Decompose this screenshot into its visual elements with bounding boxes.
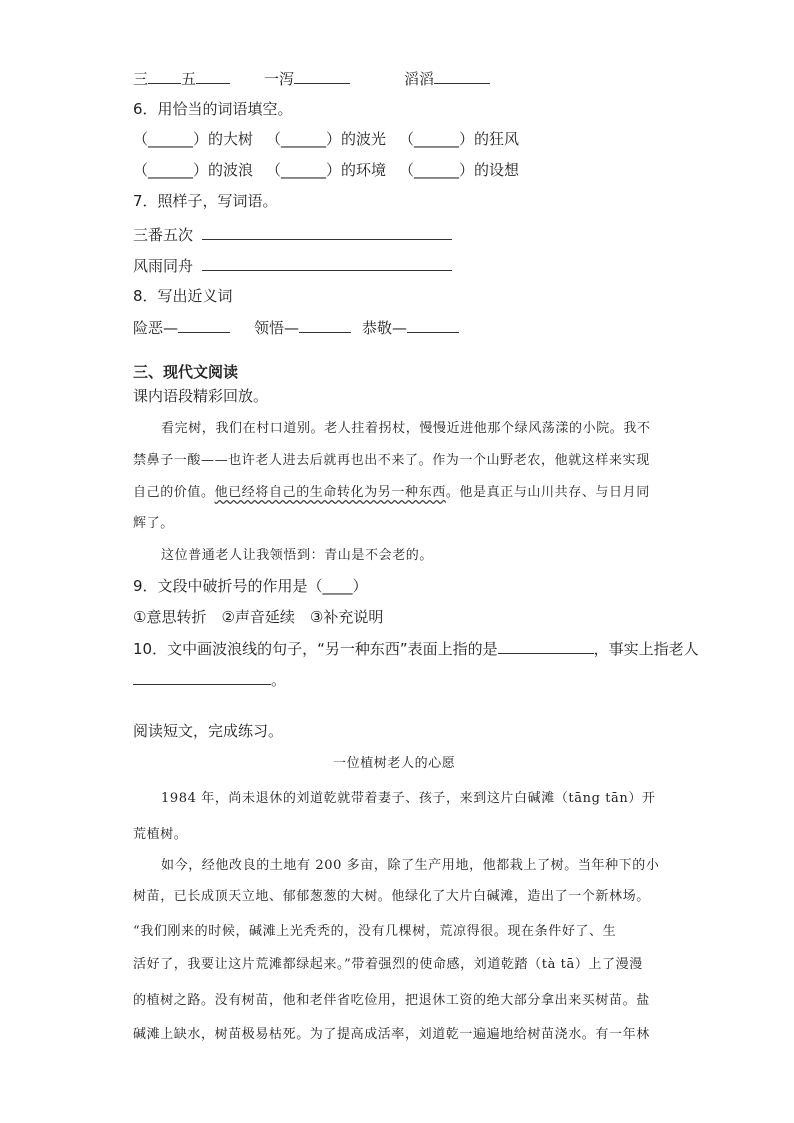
answer-line[interactable]	[178, 317, 230, 333]
article-line: 如今，经他改良的土地有 200 多亩，除了生产用地，他都栽上了树。当年种下的小	[161, 858, 660, 873]
article-line: 的植树之路。没有树苗，他和老伴省吃俭用，把退休工资的绝大部分拿出来买树苗。盐	[133, 993, 650, 1008]
q7-example: 风雨同舟	[133, 257, 194, 275]
q6-word: 的设想	[474, 161, 520, 179]
item-a-prefix: 三	[133, 70, 149, 88]
passage-text: 。他是真正与山川共存、与日月同	[445, 485, 650, 500]
passage-line: 看完树，我们在村口道别。老人拄着拐杖，慢慢近进他那个绿风荡漾的小院。我不	[161, 421, 651, 436]
article-line: 碱滩上缺水，树苗极易枯死。为了提高成活率，刘道乾一遍遍地给树苗浇水。有一年林	[133, 1027, 650, 1042]
paren-blank[interactable]: （______）	[266, 130, 342, 148]
q10-line-2	[133, 669, 286, 690]
answer-line[interactable]	[407, 317, 459, 333]
article-title: 一位植树老人的心愿	[333, 756, 456, 771]
q6-word: 的波浪	[208, 161, 254, 179]
section-intro: 课内语段精彩回放。	[133, 387, 269, 405]
paren-blank[interactable]: （______）	[399, 161, 475, 179]
q8-word: 恭敬—	[362, 319, 408, 337]
q10-line-1	[133, 638, 699, 659]
article-line: 荒植树。	[133, 827, 188, 842]
item-c-prefix: 滔滔	[404, 70, 435, 88]
q10-text: 。	[271, 671, 287, 689]
article-line: 1984 年，尚未退休的刘道乾就带着妻子、孩子，来到这片白碱滩（tāng tān）开	[161, 791, 656, 806]
q6-title: 6．用恰当的词语填空。	[133, 100, 293, 118]
q6-word: 的环境	[341, 161, 387, 179]
fill-item-b	[264, 68, 350, 89]
passage-line: 辉了。	[133, 516, 174, 531]
answer-line[interactable]	[202, 255, 452, 271]
q7-example: 三番五次	[133, 226, 194, 244]
q7-item-1	[133, 224, 452, 245]
q8-item-2	[254, 317, 351, 338]
q9-title: 9．文段中破折号的作用是（____）	[133, 577, 368, 595]
answer-line[interactable]	[299, 317, 351, 333]
q7-title: 7．照样子，写词语。	[133, 192, 278, 210]
item-b-prefix: 一泻	[264, 70, 295, 88]
answer-line[interactable]	[202, 224, 452, 240]
answer-line[interactable]	[133, 669, 271, 685]
item-a-mid: 五	[181, 70, 197, 88]
q7-item-2	[133, 255, 452, 276]
paren-blank[interactable]: （______）	[133, 161, 209, 179]
fill-item-c	[404, 68, 490, 89]
blank-line[interactable]	[196, 68, 230, 84]
reading-intro: 阅读短文，完成练习。	[133, 722, 284, 740]
fill-row-1	[133, 68, 230, 89]
q8-item-3	[362, 317, 459, 338]
q10-text: ，事实上指老人	[593, 640, 699, 658]
q10-text: 10．文中画波浪线的句子，“另一种东西”表面上指的是	[133, 640, 498, 658]
paren-blank[interactable]: （______）	[266, 161, 342, 179]
paren-blank[interactable]: （______）	[399, 130, 475, 148]
blank-line[interactable]	[148, 68, 181, 84]
q6-word: 的大树	[208, 130, 254, 148]
wavy-underlined-sentence: 他已经将自己的生命转化为另一种东西	[214, 485, 446, 500]
passage-line: 禁鼻子一酸——也许老人进去后就再也出不来了。作为一个山野老农，他就这样来实现	[133, 453, 650, 468]
article-line: 树苗，已长成顶天立地、郁郁葱葱的大树。他绿化了大片白碱滩，造出了一个新林场。	[133, 889, 650, 904]
blank-line[interactable]	[294, 68, 350, 84]
paren-blank[interactable]: （______）	[133, 130, 209, 148]
article-line: “我们刚来的时候，碱滩上光秃秃的，没有几棵树，荒凉得很。现在条件好了、生	[133, 924, 617, 939]
passage-line: 这位普通老人让我领悟到：青山是不会老的。	[161, 548, 434, 563]
q8-title: 8．写出近义词	[133, 287, 233, 305]
article-line: 活好了，我要让这片荒滩都绿起来。”带着强烈的使命感，刘道乾踏（tà tā）上了漫漫	[133, 957, 643, 972]
q6-word: 的狂风	[474, 130, 520, 148]
q8-word: 领悟—	[254, 319, 300, 337]
passage-text: 自己的价值。	[133, 485, 215, 500]
q6-word: 的波光	[341, 130, 387, 148]
blank-line[interactable]	[434, 68, 490, 84]
q8-word: 险恶—	[133, 319, 179, 337]
q9-options: ①意思转折 ②声音延续 ③补充说明	[133, 608, 384, 626]
answer-line[interactable]	[498, 638, 594, 654]
passage-line	[133, 483, 650, 503]
section-heading: 三、现代文阅读	[133, 363, 239, 381]
q8-item-1	[133, 317, 230, 338]
